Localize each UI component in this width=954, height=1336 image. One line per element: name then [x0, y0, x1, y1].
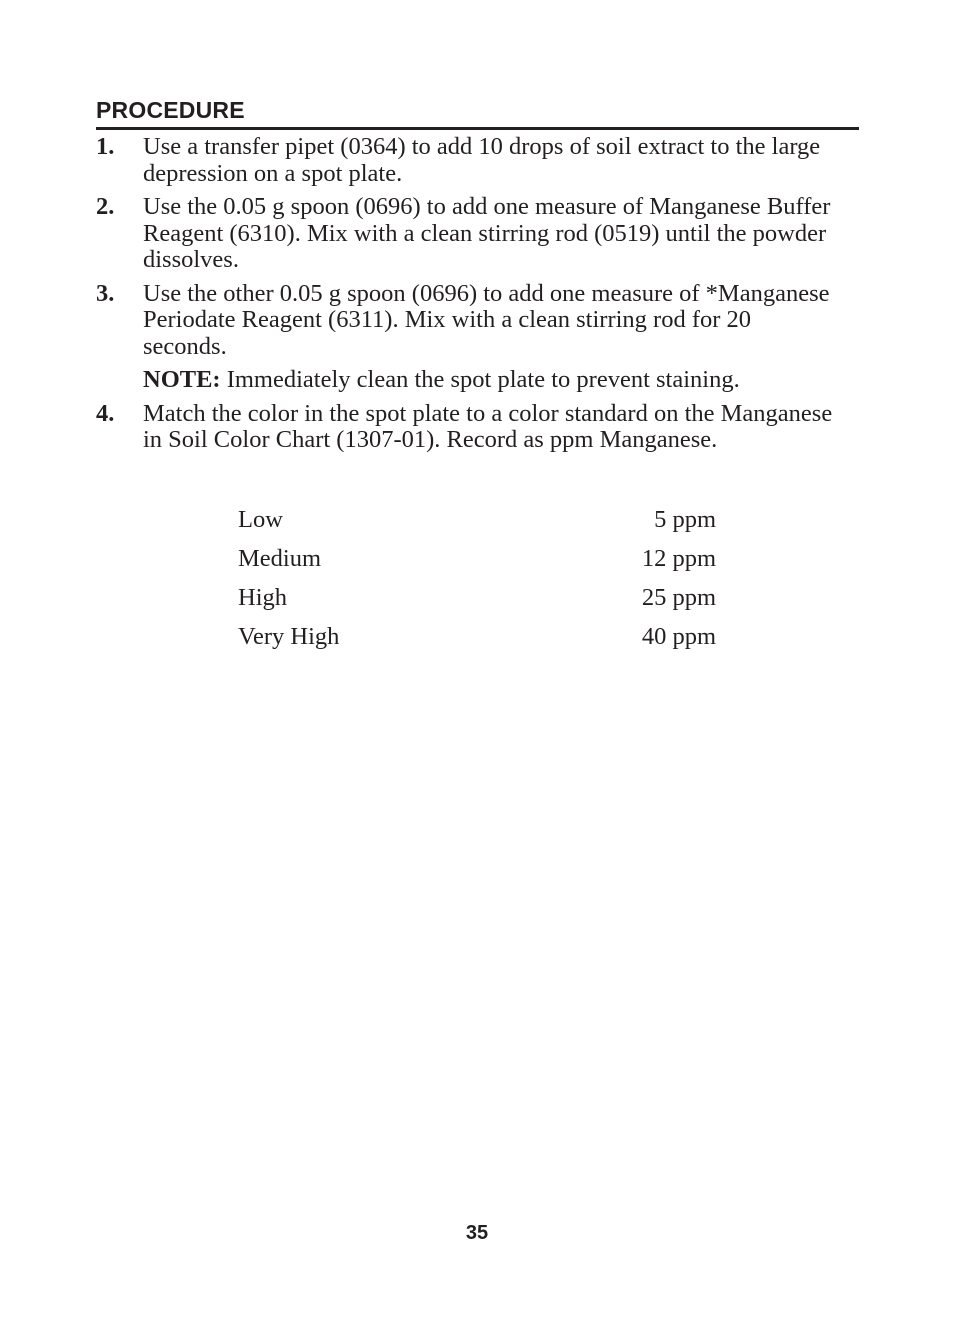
level-row [238, 617, 716, 656]
section-heading: PROCEDURE [96, 97, 245, 123]
level-label: Low [238, 506, 283, 533]
level-row [238, 578, 716, 617]
step-number: 3. [96, 279, 115, 307]
step-3 [96, 281, 836, 361]
level-value: 5 ppm [654, 506, 716, 533]
step-text: Use the other 0.05 g spoon (0696) to add one measure of *Manganese Periodate Reagent (6311). Mix with a clean stirring rod for 20 seconds. [143, 279, 830, 360]
level-label: Medium [238, 545, 322, 572]
step-number: 2. [96, 193, 115, 220]
step-1 [96, 134, 836, 187]
level-label: High [238, 584, 287, 611]
step-number: 1. [96, 133, 115, 160]
step-text: Use a transfer pipet (0364) to add 10 drops of soil extract to the large depression on a spot plate. [143, 133, 821, 187]
level-row [238, 500, 716, 539]
note-label: NOTE: [143, 366, 221, 393]
page-number: 35 [465, 1222, 489, 1244]
level-value: 40 ppm [641, 623, 716, 650]
note-text: Immediately clean the spot plate to prevent staining. [226, 366, 740, 393]
note [96, 367, 836, 394]
step-2 [96, 194, 836, 274]
step-text: Match the color in the spot plate to a color standard on the Manganese in Soil Color Chart (1307-01). Record as ppm Manganese. [143, 399, 833, 453]
level-value: 25 ppm [641, 584, 716, 611]
step-text: Use the 0.05 g spoon (0696) to add one measure of Manganese Buffer Reagent (6310). Mix with a clean stirring rod (0519) until the powder dissolves. [143, 193, 831, 273]
level-value: 12 ppm [641, 545, 716, 572]
heading-rule [96, 127, 859, 130]
procedure-steps [96, 134, 836, 461]
step-number: 4. [96, 399, 115, 427]
step-4 [96, 401, 836, 454]
level-label: Very High [238, 623, 340, 650]
manganese-levels-table [238, 500, 716, 656]
level-row [238, 539, 716, 578]
